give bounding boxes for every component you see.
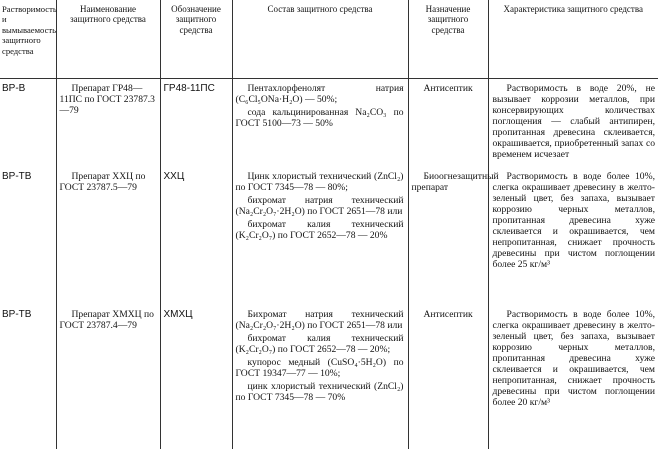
- composition-item: Бихромат натрия технический (Na₂Cr₂O₇·2H₂O) по ГОСТ 2651—78 или: [235, 309, 404, 331]
- composition-item: бихромат калия технический (K₂Cr₂O₇) по ГОСТ 2652—78 — 20%: [235, 219, 404, 241]
- cell-designation: ХХЦ: [160, 167, 232, 305]
- table-header-row: [0, 0, 658, 79]
- cell-designation: ХМХЦ: [160, 305, 232, 449]
- cell-code: ВР-ТВ: [0, 167, 56, 305]
- composition-item: Цинк хлористый технический (ZnCl₂) по ГОСТ 7345—78 — 80%;: [235, 171, 404, 193]
- header-name: Наименование защитного средства: [56, 0, 160, 79]
- table-row: [0, 167, 658, 305]
- composition-item: купорос медный (CuSO₄·5H₂O) по ГОСТ 19347—77 — 10%;: [235, 357, 404, 379]
- cell-composition: [232, 167, 408, 305]
- composition-item: цинк хлористый технический (ZnCl₂) по ГОСТ 7345—78 — 70%: [235, 381, 404, 403]
- composition-item: бихромат калия технический (K₂Cr₂O₇) по ГОСТ 2652—78 — 20%;: [235, 333, 404, 355]
- cell-purpose: Антисептик: [408, 79, 488, 168]
- cell-characteristic: Растворимость в воде более 10%, слегка окрашивает древесину в желто-зеленый цвет, без запаха, вызывает коррозию черных металлов, пропитанная древесина хуже склеивается и окрашивается, чем непропитанная, снижает прочность древесины при чистом поглощении более 20 кг/м³: [488, 305, 658, 449]
- header-solubility: Растворимость и вымываемость защитного средства: [0, 0, 56, 79]
- composition-item: Пентахлорфенолят натрия (C₆Cl₅ONa·H₂O) — 50%;: [235, 83, 404, 105]
- cell-composition: [232, 79, 408, 168]
- cell-designation: ГР48-11ПС: [160, 79, 232, 168]
- header-purpose: Назначение защитного средства: [408, 0, 488, 79]
- table-row: [0, 79, 658, 168]
- cell-name: Препарат ХХЦ по ГОСТ 23787.5—79: [56, 167, 160, 305]
- cell-name: Препарат ХМХЦ по ГОСТ 23787.4—79: [56, 305, 160, 449]
- composition-item: бихромат натрия технический (Na₂Cr₂O₇·2H₂O) по ГОСТ 2651—78 или: [235, 195, 404, 217]
- composition-item: сода кальцинированная Na₂CO₃ по ГОСТ 5100—73 — 50%: [235, 107, 404, 129]
- cell-purpose: Биоогнезащитный препарат: [408, 167, 488, 305]
- cell-purpose: Антисептик: [408, 305, 488, 449]
- cell-name: Препарат ГР48—11ПС по ГОСТ 23787.3—79: [56, 79, 160, 168]
- cell-characteristic: Растворимость в воде 20%, не вызывает коррозии металлов, при консервирующих количествах поглощения — слабый антипирен, пропитанная древесина склеивается, окрашивается, приобретенный запах со временем исчезает: [488, 79, 658, 168]
- header-designation: Обозначение защитного средства: [160, 0, 232, 79]
- cell-composition: [232, 305, 408, 449]
- header-composition: Состав защитного средства: [232, 0, 408, 79]
- cell-characteristic: Растворимость в воде более 10%, слегка окрашивает древесину в желто-зеленый цвет, без запаха, вызывает коррозию черных металлов, пропитанная древесина хуже склеивается и окрашивается, чем непропитанная, снижает прочность древесины при чистом поглощении более 25 кг/м³: [488, 167, 658, 305]
- cell-code: ВР-ТВ: [0, 305, 56, 449]
- cell-code: ВР-В: [0, 79, 56, 168]
- header-characteristic: Характеристика защитного средства: [488, 0, 658, 79]
- table-row: [0, 305, 658, 449]
